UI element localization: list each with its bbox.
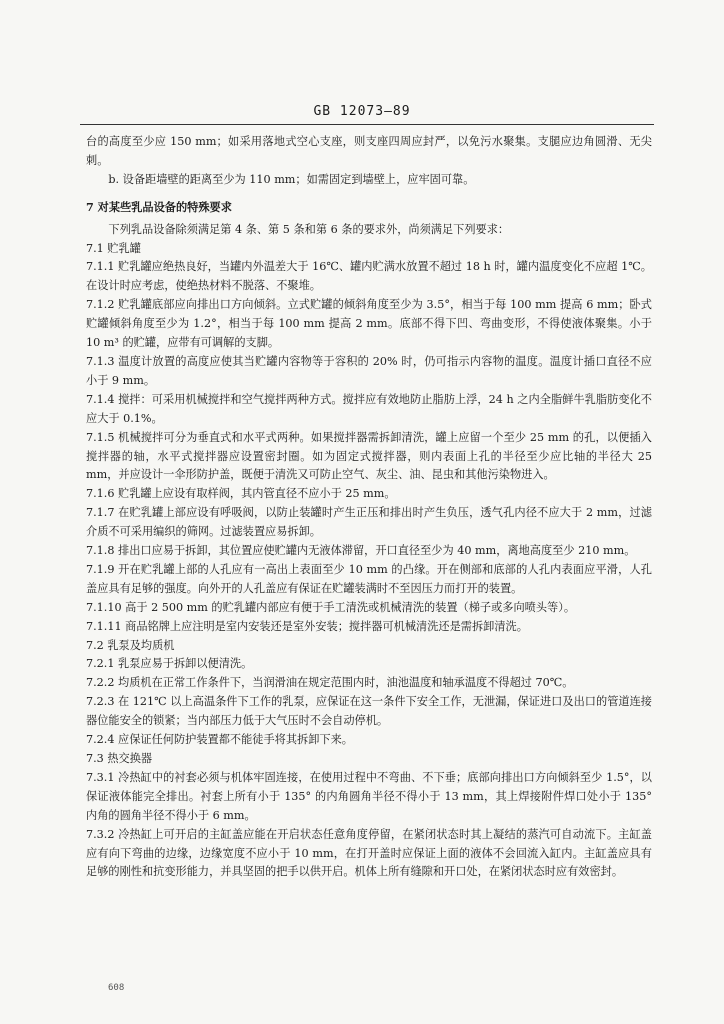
- document-body: [86, 133, 652, 882]
- standard-code-header: GB 12073—89: [313, 104, 411, 119]
- clause: 7.1.11 商品铭牌上应注明是室内安装还是室外安装；搅拌器可机械清洗还是需拆卸清洗。: [86, 619, 528, 633]
- clause: 7.1.9 开在贮乳罐上部的人孔应有一高出上表面至少 10 mm 的凸缘。开在侧部和底部的人孔内表面应平滑，人孔盖应具有足够的强度。向外开的人孔盖应有保证在贮罐装满时不至因压力而打开的装置。: [86, 562, 652, 595]
- subsection-heading: 7.1 贮乳罐: [86, 241, 141, 255]
- clause: 7.1.10 高于 2 500 mm 的贮乳罐内部应有便于手工清洗或机械清洗的装置（梯子或多向喷头等）。: [86, 600, 576, 614]
- clause: 7.1.6 贮乳罐上应设有取样阀，其内管直径不应小于 25 mm。: [86, 487, 396, 501]
- clause: 7.1.1 贮乳罐应绝热良好，当罐内外温差大于 16℃、罐内贮满水放置不超过 18 h 时，罐内温度变化不应超 1℃。在设计时应考虑，使绝热材料不脱落、不聚堆。: [86, 260, 652, 293]
- section-heading: 7 对某些乳品设备的特殊要求: [86, 199, 232, 214]
- clause: 7.1.2 贮乳罐底部应向排出口方向倾斜。立式贮罐的倾斜角度至少为 3.5°，相当于每 100 mm 提高 6 mm；卧式贮罐倾斜角度至少为 1.2°，相当于每 100 mm 提高 2 mm。底部不得下凹、弯曲变形，不得使液体聚集。小于 10 m³ 的贮罐，应带有可调解的支脚。: [86, 298, 652, 350]
- paragraph: 台的高度至少应 150 mm；如采用落地式空心支座，则支座四周应封严，以免污水聚集。支腿应边角圆滑、无尖刺。: [86, 135, 652, 167]
- clause: 7.2.2 均质机在正常工作条件下，当润滑油在规定范围内时，油池温度和轴承温度不得超过 70℃。: [86, 676, 574, 690]
- clause: 7.1.5 机械搅拌可分为垂直式和水平式两种。如果搅拌器需拆卸清洗，罐上应留一个至少 25 mm 的孔，以便插入搅拌器的轴，水平式搅拌器应设置密封圈。如为固定式搅拌器，则内表面上孔的半径至少应比轴的半径大 25 mm，并应设计一伞形防护盖，既便于清洗又可防止空气、灰尘、油、昆虫和其他污染物进入。: [86, 430, 652, 482]
- subsection-heading: 7.3 热交换器: [86, 752, 153, 765]
- clause: 7.1.8 排出口应易于拆卸，其位置应使贮罐内无液体滞留，开口直径至少为 40 mm，离地高度至少 210 mm。: [86, 544, 636, 558]
- subsection-heading: 7.2 乳泵及均质机: [86, 638, 175, 652]
- clause: 7.2.1 乳泵应易于拆卸以便清洗。: [86, 657, 253, 671]
- page-number: 608: [108, 983, 125, 993]
- header-divider: [80, 124, 654, 125]
- clause: 7.2.4 应保证任何防护装置都不能徒手将其拆卸下来。: [86, 733, 353, 747]
- clause: 7.1.4 搅拌：可采用机械搅拌和空气搅拌两种方式。搅拌应有效地防止脂肪上浮，24 h 之内全脂鲜牛乳脂肪变化不应大于 0.1%。: [86, 392, 652, 425]
- clause: 7.1.7 在贮乳罐上部应设有呼吸阀，以防止装罐时产生正压和排出时产生负压，透气孔内径不应大于 2 mm，过滤介质不可采用编织的筛网。过滤装置应易拆卸。: [86, 506, 652, 539]
- list-item: b. 设备距墙壁的距离至少为 110 mm；如需固定到墙壁上，应牢固可靠。: [108, 172, 475, 186]
- clause: 7.3.1 冷热缸中的衬套必须与机体牢固连接，在使用过程中不弯曲、不下垂；底部向排出口方向倾斜至少 1.5°，以保证液体能完全排出。衬套上所有小于 135° 的内角圆角半径不得小于 13 mm，其上焊接附件焊口处小于 135° 内角的圆角半径不得小于 6 mm。: [86, 770, 652, 822]
- paragraph: 下列乳品设备除须满足第 4 条、第 5 条和第 6 条的要求外，尚须满足下列要求：: [108, 222, 510, 236]
- clause: 7.3.2 冷热缸上可开启的主缸盖应能在开启状态任意角度停留，在紧闭状态时其上凝结的蒸汽可自动流下。主缸盖应有向下弯曲的边缘，边缘宽度不应小于 10 mm，在打开盖时应保证上面的液体不会回流入缸内。主缸盖应具有足够的刚性和抗变形能力，并具坚固的把手以供开启。机体上所有缝隙和开口处，在紧闭状态时应有效密封。: [86, 827, 652, 879]
- clause: 7.1.3 温度计放置的高度应使其当贮罐内容物等于容积的 20% 时，仍可指示内容物的温度。温度计插口直径不应小于 9 mm。: [86, 354, 652, 387]
- clause: 7.2.3 在 121℃ 以上高温条件下工作的乳泵，应保证在这一条件下安全工作，无泄漏，保证进口及出口的管道连接器位能安全的锁紧；当内部压力低于大气压时不会自动停机。: [86, 695, 652, 728]
